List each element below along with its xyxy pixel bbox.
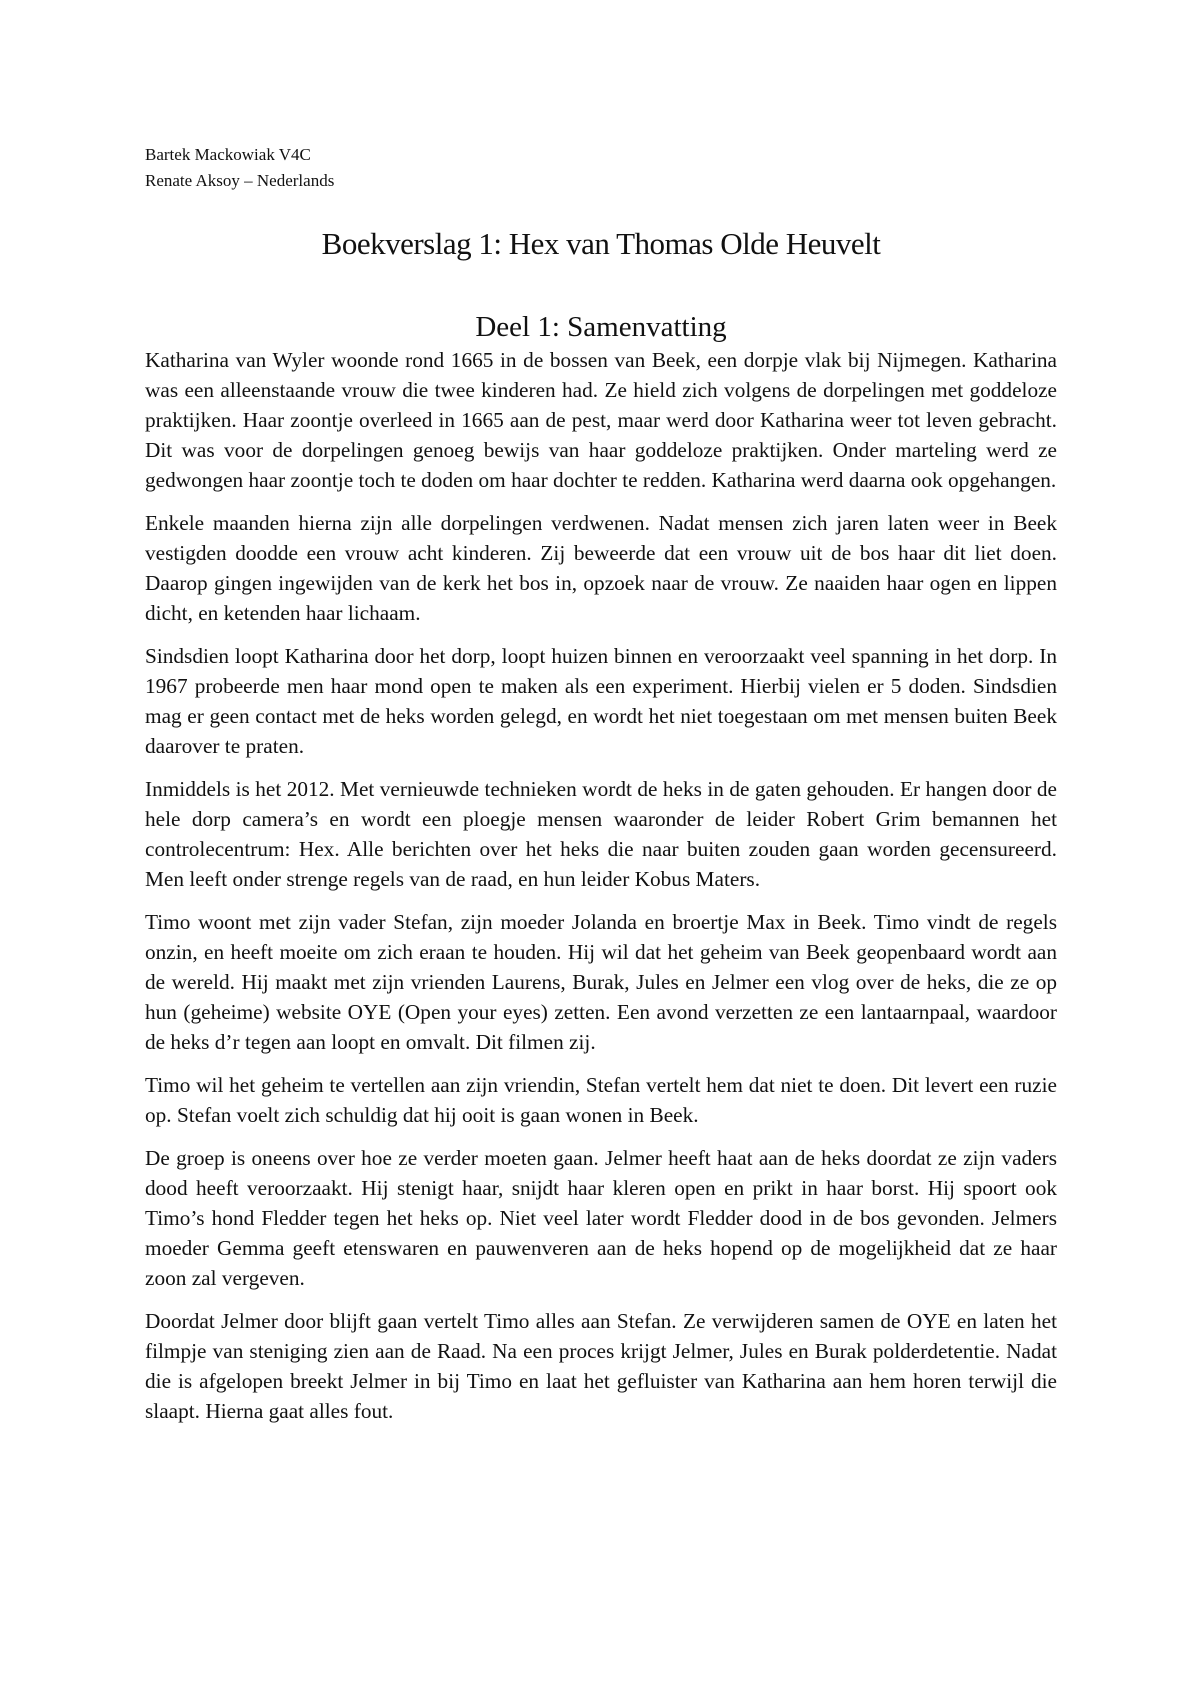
paragraph-8: Doordat Jelmer door blijft gaan vertelt Timo alles aan Stefan. Ze verwijderen samen de OYE en laten het filmpje van steniging zien aan de Raad. Na een proces krijgt Jelmer, Jules en Burak polderdetentie. Nadat die is afgelopen breekt Jelmer in bij Timo en laat het gefluister van Katharina aan hem horen terwijl die slaapt. Hierna gaat alles fout.	[145, 1309, 1057, 1423]
summary-body	[145, 345, 1057, 1426]
section-heading: Deel 1: Samenvatting	[475, 311, 727, 343]
paragraph-1: Katharina van Wyler woonde rond 1665 in de bossen van Beek, een dorpje vlak bij Nijmegen. Katharina was een alleenstaande vrouw die twee kinderen had. Ze hield zich volgens de dorpelingen met goddeloze praktijken. Haar zoontje overleed in 1665 aan de pest, maar werd door Katharina weer tot leven gebracht. Dit was voor de dorpelingen genoeg bewijs van haar goddeloze praktijken. Onder marteling werd ze gedwongen haar zoontje toch te doden om haar dochter te redden. Katharina werd daarna ook opgehangen.	[145, 348, 1057, 492]
paragraph-6: Timo wil het geheim te vertellen aan zijn vriendin, Stefan vertelt hem dat niet te doen. Dit levert een ruzie op. Stefan voelt zich schuldig dat hij ooit is gaan wonen in Beek.	[145, 1073, 1057, 1127]
paragraph-5: Timo woont met zijn vader Stefan, zijn moeder Jolanda en broertje Max in Beek. Timo vindt de regels onzin, en heeft moeite om zich eraan te houden. Hij wil dat het geheim van Beek geopenbaard wordt aan de wereld. Hij maakt met zijn vrienden Laurens, Burak, Jules en Jelmer een vlog over de heks, die ze op hun (geheime) website OYE (Open your eyes) zetten. Een avond verzetten ze een lantaarnpaal, waardoor de heks d’r tegen aan loopt en omvalt. Dit filmen zij.	[145, 910, 1057, 1054]
paragraph-2: Enkele maanden hierna zijn alle dorpelingen verdwenen. Nadat mensen zich jaren laten weer in Beek vestigden doodde een vrouw acht kinderen. Zij beweerde dat een vrouw uit de bos haar dit liet doen. Daarop gingen ingewijden van de kerk het bos in, opzoek naar de vrouw. Ze naaiden haar ogen en lippen dicht, en ketenden haar lichaam.	[145, 511, 1057, 625]
paragraph-7: De groep is oneens over hoe ze verder moeten gaan. Jelmer heeft haat aan de heks doordat ze zijn vaders dood heeft veroorzaakt. Hij stenigt haar, snijdt haar kleren open en prikt in haar borst. Hij spoort ook Timo’s hond Fledder tegen het heks op. Niet veel later wordt Fledder dood in de bos gevonden. Jelmers moeder Gemma geeft etenswaren en pauwenveren aan de heks hopend op de mogelijkheid dat ze haar zoon zal vergeven.	[145, 1146, 1057, 1290]
author-line: Bartek Mackowiak V4C	[145, 145, 311, 164]
paragraph-4: Inmiddels is het 2012. Met vernieuwde technieken wordt de heks in de gaten gehouden. Er hangen door de hele dorp camera’s en wordt een ploegje mensen waaronder de leider Robert Grim bemannen het controlecentrum: Hex. Alle berichten over het heks die naar buiten zouden gaan worden gecensureerd. Men leeft onder strenge regels van de raad, en hun leider Kobus Maters.	[145, 777, 1057, 891]
teacher-line: Renate Aksoy – Nederlands	[145, 171, 335, 190]
document-page	[145, 142, 1057, 1426]
document-title: Boekverslag 1: Hex van Thomas Olde Heuvelt	[321, 226, 881, 261]
paragraph-3: Sindsdien loopt Katharina door het dorp, loopt huizen binnen en veroorzaakt veel spanning in het dorp. In 1967 probeerde men haar mond open te maken als een experiment. Hierbij vielen er 5 doden. Sindsdien mag er geen contact met de heks worden gelegd, en wordt het niet toegestaan om met mensen buiten Beek daarover te praten.	[145, 644, 1057, 758]
